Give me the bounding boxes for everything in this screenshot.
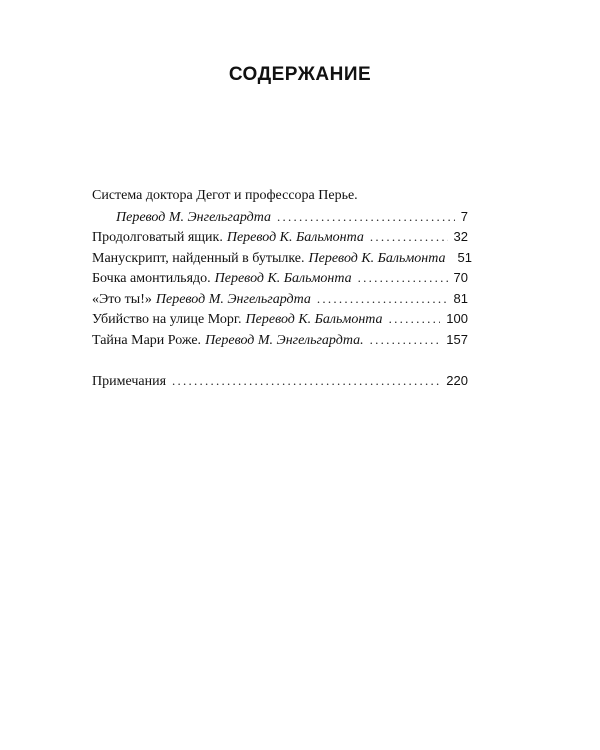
toc-entry-title: Тайна Мари Роже. bbox=[92, 332, 202, 348]
table-of-contents bbox=[92, 186, 473, 392]
toc-entry-translator: Перевод М. Энгельгардта bbox=[116, 209, 272, 225]
toc-entry-system bbox=[92, 186, 468, 227]
dot-leader bbox=[317, 289, 448, 310]
dot-leader bbox=[277, 207, 455, 228]
toc-entry-title: Бочка амонтильядо. bbox=[92, 271, 211, 286]
toc-entry-page: 32 bbox=[453, 229, 468, 244]
toc-entry-title: Продолговатый ящик. bbox=[92, 230, 223, 245]
toc-entry-page: 100 bbox=[446, 311, 468, 326]
toc-entry-page: 51 bbox=[457, 249, 473, 265]
toc-entry-rue-morgue bbox=[92, 309, 468, 330]
toc-entry-notes bbox=[92, 371, 468, 392]
dot-leader bbox=[172, 371, 440, 392]
toc-entry-translator: Перевод К. Бальмонта bbox=[226, 230, 364, 245]
toc-entry-page: 70 bbox=[453, 270, 468, 285]
dot-leader bbox=[389, 309, 441, 330]
toc-entry-page: 157 bbox=[446, 331, 468, 347]
toc-entry-translator: Перевод К. Бальмонта bbox=[245, 312, 383, 327]
toc-entry-manuscript bbox=[92, 248, 473, 269]
toc-entry-thou-art bbox=[92, 289, 468, 310]
dot-leader bbox=[358, 268, 448, 289]
dot-leader bbox=[370, 330, 441, 351]
page-title: СОДЕРЖАНИЕ bbox=[228, 64, 372, 85]
toc-entry-page: 220 bbox=[446, 373, 468, 388]
toc-entry-title: Примечания bbox=[92, 374, 167, 389]
toc-entry-translator: Перевод К. Бальмонта bbox=[214, 271, 352, 286]
toc-entry-title: Убийство на улице Морг. bbox=[92, 312, 242, 327]
toc-entry-translator: Перевод М. Энгельгардта. bbox=[205, 332, 364, 348]
toc-entry-title: «Это ты!» bbox=[92, 291, 152, 307]
toc-entry-translator: Перевод М. Энгельгардта bbox=[155, 291, 311, 307]
toc-entry-translator: Перевод К. Бальмонта bbox=[308, 250, 446, 266]
toc-entry-page: 81 bbox=[453, 290, 468, 306]
toc-entry-amontillado bbox=[92, 268, 468, 289]
toc-entry-oblong-box bbox=[92, 227, 468, 248]
toc-entry-title: Манускрипт, найденный в бутылке. bbox=[92, 250, 305, 266]
dot-leader bbox=[370, 227, 448, 248]
toc-entry-page: 7 bbox=[460, 208, 468, 224]
toc-entry-marie-roget bbox=[92, 330, 468, 351]
toc-entry-title: Система доктора Дегот и профессора Перье. bbox=[92, 188, 358, 203]
